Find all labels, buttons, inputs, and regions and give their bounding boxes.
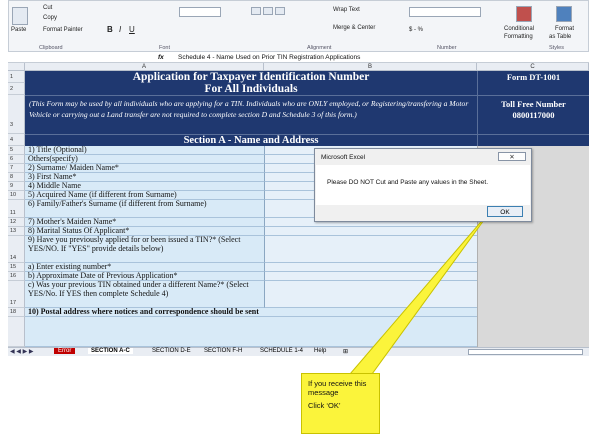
row-header[interactable]: 12: [8, 218, 25, 227]
select-all-corner[interactable]: [8, 63, 25, 71]
conditional-formatting-icon[interactable]: [516, 6, 532, 22]
row-header[interactable]: 16: [8, 272, 25, 281]
toll-free-label: Toll Free Number: [501, 99, 566, 109]
form-intro: (This Form may be used by all individuals who are applying for a TIN. Individuals who are ONLY employed, or Registering/transfering a Motor Vehicle or carrying out a Land transfer are not required to complete section D and Schedule 3 of this form.): [25, 95, 477, 134]
row-header[interactable]: 6: [8, 155, 25, 164]
ribbon-toolbar: [8, 0, 589, 52]
row-header[interactable]: [8, 317, 25, 347]
paste-icon[interactable]: [12, 7, 28, 25]
row-header[interactable]: 3: [8, 95, 25, 134]
field-label: a) Enter existing number*: [25, 263, 264, 272]
row-header[interactable]: 8: [8, 173, 25, 182]
number-format-button[interactable]: $ - %: [409, 27, 424, 33]
paste-label[interactable]: Paste: [11, 27, 27, 33]
fx-icon: fx: [158, 54, 164, 61]
format-as-table-icon[interactable]: [556, 6, 572, 22]
row-header[interactable]: 13: [8, 227, 25, 236]
formula-text[interactable]: Schedule 4 - Name Used on Prior TIN Registration Applications: [178, 54, 361, 61]
callout-line-3: Click ‘OK’: [308, 401, 341, 410]
group-clipboard: Clipboard: [39, 45, 63, 51]
dialog-close-button[interactable]: [498, 152, 526, 161]
callout-line-1: If you receive this: [308, 379, 367, 388]
column-header-c[interactable]: C: [477, 63, 589, 71]
align-top-icon[interactable]: [251, 7, 261, 15]
tab-schedule-1-4[interactable]: SCHEDULE 1-4: [260, 348, 304, 354]
field-input[interactable]: [264, 281, 477, 308]
field-label: 7) Mother's Maiden Name*: [25, 218, 264, 227]
close-icon: ✕: [509, 154, 515, 161]
partial-row: [25, 317, 477, 347]
row-header[interactable]: 9: [8, 182, 25, 191]
dialog-title: Microsoft Excel: [321, 154, 366, 161]
underline-button[interactable]: U: [129, 25, 135, 34]
column-header-a[interactable]: A: [25, 63, 264, 71]
field-input[interactable]: [264, 272, 477, 281]
group-styles: Styles: [549, 45, 564, 51]
format-label[interactable]: Format: [555, 26, 575, 32]
field-input[interactable]: [264, 227, 477, 236]
field-label: 4) Middle Name: [25, 182, 264, 191]
field-label: b) Approximate Date of Previous Application*: [25, 272, 264, 281]
insert-sheet-icon[interactable]: ⊞: [343, 349, 349, 355]
form-title: Application for Taxpayer Identification Number: [132, 71, 370, 83]
field-label: 1) Title (Optional): [25, 146, 264, 155]
field-label: Others(specify): [25, 155, 264, 164]
field-label: 8) Marital Status Of Applicant*: [25, 227, 264, 236]
excel-alert-dialog: [314, 148, 532, 222]
group-font: Font: [159, 45, 171, 51]
row-header[interactable]: 18: [8, 308, 25, 317]
merge-center-button[interactable]: Merge & Center: [333, 25, 376, 31]
row-header[interactable]: 1: [8, 71, 25, 83]
number-format-select[interactable]: [409, 7, 481, 17]
formatting-label[interactable]: Formatting: [504, 34, 533, 40]
toll-free-box: [477, 95, 589, 134]
field-label: 10) Postal address where notices and correspondence should be sent: [25, 308, 477, 317]
field-label: 6) Family/Father's Surname (if different from Surname): [25, 200, 264, 218]
field-label: 9) Have you previously applied for or been issued a TIN?* (Select YES/NO. If "YES" provide details below): [25, 236, 264, 263]
align-bottom-icon[interactable]: [275, 7, 285, 15]
format-painter-button[interactable]: Format Painter: [43, 27, 83, 33]
italic-button[interactable]: I: [119, 25, 122, 34]
as-table-label[interactable]: as Table: [549, 34, 572, 40]
row-header[interactable]: 15: [8, 263, 25, 272]
section-a-heading: Section A - Name and Address: [25, 134, 477, 146]
column-header-b[interactable]: B: [264, 63, 477, 71]
dialog-ok-button[interactable]: OK: [487, 206, 523, 217]
form-header: [25, 71, 477, 95]
toll-free-number: 0800117000: [512, 110, 555, 120]
row-header[interactable]: 4: [8, 134, 25, 146]
field-label: 2) Surname/ Maiden Name*: [25, 164, 264, 173]
dialog-message: Please DO NOT Cut and Paste any values in the Sheet.: [327, 179, 489, 186]
group-number: Number: [437, 45, 457, 51]
wrap-text-button[interactable]: Wrap Text: [333, 7, 360, 13]
align-middle-icon[interactable]: [263, 7, 273, 15]
cut-button[interactable]: Cut: [43, 5, 53, 11]
callout-line-2: message: [308, 388, 339, 397]
font-size-select[interactable]: [179, 7, 221, 17]
row-header[interactable]: 14: [8, 236, 25, 263]
bold-button[interactable]: B: [107, 25, 113, 34]
field-label: 3) First Name*: [25, 173, 264, 182]
conditional-label[interactable]: Conditional: [504, 26, 535, 32]
field-input[interactable]: [264, 263, 477, 272]
group-alignment: Alignment: [307, 45, 332, 51]
row-header[interactable]: 7: [8, 164, 25, 173]
tab-help[interactable]: Help: [314, 348, 327, 354]
instruction-callout: [301, 373, 380, 434]
field-label: 5) Acquired Name (if different from Surname): [25, 191, 264, 200]
form-number-filler: [477, 83, 589, 95]
tab-section-d-e[interactable]: SECTION D-E: [152, 348, 191, 354]
row-header[interactable]: 17: [8, 281, 25, 308]
copy-button[interactable]: Copy: [43, 15, 58, 21]
row-header[interactable]: 10: [8, 191, 25, 200]
form-number: Form DT-1001: [477, 71, 589, 83]
field-label: c) Was your previous TIN obtained under a different Name?* (Select YES/No. If YES then complete Schedule 4): [25, 281, 264, 308]
form-subtitle: For All Individuals: [204, 83, 298, 95]
row-header[interactable]: 11: [8, 200, 25, 218]
formula-bar[interactable]: [8, 53, 589, 63]
row-header[interactable]: 2: [8, 83, 25, 95]
field-input[interactable]: [264, 236, 477, 263]
row-header[interactable]: 5: [8, 146, 25, 155]
tab-error[interactable]: Error: [54, 348, 75, 354]
tab-section-f-h[interactable]: SECTION F-H: [204, 348, 243, 354]
horizontal-scrollbar[interactable]: [468, 349, 583, 355]
tab-section-a-c[interactable]: SECTION A-C: [88, 348, 133, 354]
section-a-filler: [477, 134, 589, 146]
sheet-tabs-bar: [8, 347, 589, 356]
tab-scroll-arrows-icon[interactable]: ◀ ◀ ▶ ▶: [10, 349, 34, 355]
